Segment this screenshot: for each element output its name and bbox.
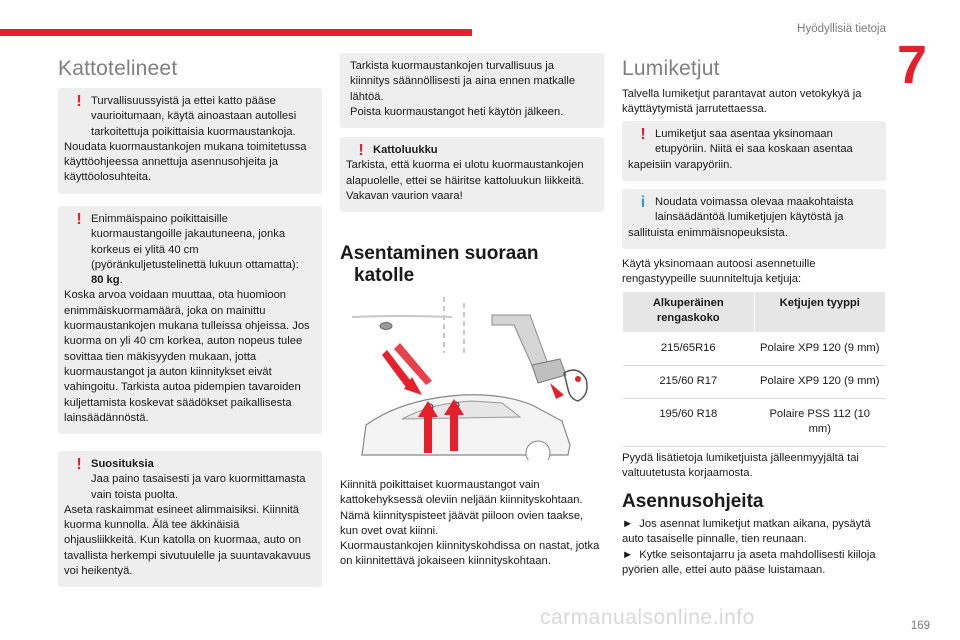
warning-icon: ! xyxy=(76,456,82,473)
warning-icon: ! xyxy=(76,211,82,228)
list-item: ► Kytke seisontajarru ja aseta mahdollisesti kiiloja pyörien alle, ettei auto pääse luistamaan. xyxy=(622,548,876,576)
info-icon: i xyxy=(640,194,646,211)
top-accent-bar xyxy=(0,29,472,36)
header-tyre-size: Alkuperäinen rengaskoko xyxy=(623,292,755,333)
warning-note-max-weight: ! Enimmäispaino poikittaisille kuormaustangoille jakautuneena, jonka korkeus ei ylitä 40 cm (pyöränkuljetustelinettä lukuun ottamatta): 80 kg. Koska arvoa voidaan muuttaa, ota huomioon enimmäiskuormamäärä, joka on mainittu kuormaustankojen mukana tulleissa ohjeissa. Jos kuorma on yli 40 cm korkea, auton nopeus tulee sovittaa tien mäkisyyden mukaan, jotta kuormaustangot ja auton kiinnitykset eivät vahingoitu. Tarkista autoa pidempien tavaroiden kuljettamista koskevat säädökset paikallisesta lainsäädännöstä. xyxy=(58,206,322,434)
table-row: 215/60 R17 Polaire XP9 120 (9 mm) xyxy=(623,366,886,399)
warning-note-front-wheels: ! Lumiketjut saa asentaa yksinomaan etupyöriin. Niitä ei saa koskaan asentaa kapeisiin varapyöriin. xyxy=(622,121,886,181)
arrow-up-icon xyxy=(424,413,432,453)
heading-installation-tips: Asennusohjeita xyxy=(622,491,764,512)
warning-icon: ! xyxy=(358,142,364,159)
section-label: Hyödyllisiä tietoja xyxy=(797,23,886,35)
heading-direct-roof-mount: Asentaminen suoraan katolle xyxy=(340,243,539,286)
snow-chains-intro: Talvella lumiketjut parantavat auton vetokykyä ja käyttäytymistä jarrutettaessa. xyxy=(622,88,862,116)
warning-icon: ! xyxy=(640,126,646,143)
installation-steps xyxy=(622,517,886,578)
chains-usage-text: Käytä yksinomaan autoosi asennetuille rengastyypeille suunniteltuja ketjuja: xyxy=(622,258,816,286)
info-note-legislation: i Noudata voimassa olevaa maakohtaista lainsäädäntöä lumiketjujen käytöstä ja sallituista enimmäisnopeuksista. xyxy=(622,189,886,249)
table-row: 215/65R16 Polaire XP9 120 (9 mm) xyxy=(623,333,886,366)
roof-mounting-illustration xyxy=(342,295,604,460)
header-chain-type: Ketjujen tyyppi xyxy=(754,292,886,333)
arrow-icon xyxy=(550,383,564,399)
section-title-roof-bars: Kattotelineet xyxy=(58,57,178,80)
max-weight-value: 80 kg xyxy=(91,274,120,287)
dealer-info-text: Pyydä lisätietoja lumiketjuista jälleenmyyjältä tai valtuutetusta korjaamosta. xyxy=(622,452,859,480)
section-title-snow-chains: Lumiketjut xyxy=(622,57,720,80)
car-wheel xyxy=(526,441,550,460)
chapter-number: 7 xyxy=(896,35,927,95)
step-arrow-icon: ► xyxy=(622,518,634,530)
warning-note-sunroof: ! Kattoluukku Tarkista, että kuorma ei ulotu kuormaustankojen alapuolelle, ettei se häiritse kattoluukun liikkeitä. Vakavan vaurion vaara! xyxy=(340,137,604,212)
warning-icon: ! xyxy=(76,93,82,110)
warning-note-recommendations: ! Suosituksia Jaa paino tasaisesti ja varo kuormittamasta vain toista puolta. Aseta raskaimmat esineet alimmaisiksi. Kiinnitä kuorma kunnolla. Älä tee äkkinäisiä ohjausliikkeitä. Kun katolla on kuormaa, auto on tavallista herkempi sivutuulelle ja suuntavakavuus voi heikentyä. xyxy=(58,451,322,587)
mounting-point-cover xyxy=(380,323,392,330)
installation-text: Kiinnitä poikittaiset kuormaustangot vain kattokehyksessä oleviin neljään kiinnityskohtaan. Nämä kiinnityspisteet jäävät piiloon ovien taakse, kun ovet ovat kiinni. Kuormaustankojen kiinnityskohdissa on nastat, jotka on kiinnitettävä jokaiseen kiinnityskohtaan. xyxy=(340,479,600,568)
list-item: ► Jos asennat lumiketjut matkan aikana, pysäytä auto tasaiselle pinnalle, tien reunaan. xyxy=(622,518,871,546)
watermark: carmanualsonline.info xyxy=(540,606,755,629)
clamp-detail xyxy=(564,370,587,401)
roof-edge-line xyxy=(352,316,452,317)
note-check-bars: Tarkista kuormaustankojen turvallisuus ja kiinnitys säännöllisesti ja aina ennen matkalle lähtöä. Poista kuormaustangot heti käytön jälkeen. xyxy=(340,53,604,128)
page-number: 169 xyxy=(910,620,930,632)
arrow-up-icon xyxy=(450,411,458,451)
table-row: 195/60 R18 Polaire PSS 112 (10 mm) xyxy=(623,399,886,447)
snow-chains-table xyxy=(622,291,886,447)
mounting-pin-dot xyxy=(575,376,581,382)
step-arrow-icon: ► xyxy=(622,548,634,561)
table-header-row xyxy=(623,292,886,333)
warning-note-safety: ! Turvallisuussyistä ja ettei katto pääse vaurioitumaan, käytä ainoastaan autollesi tarkoitettuja poikittaisia kuormaustankoja. Noudata kuormaustankojen mukana toimitetussa käyttöohjeessa annettuja asennusohjeita ja käyttöolosuhteita. xyxy=(58,88,322,194)
